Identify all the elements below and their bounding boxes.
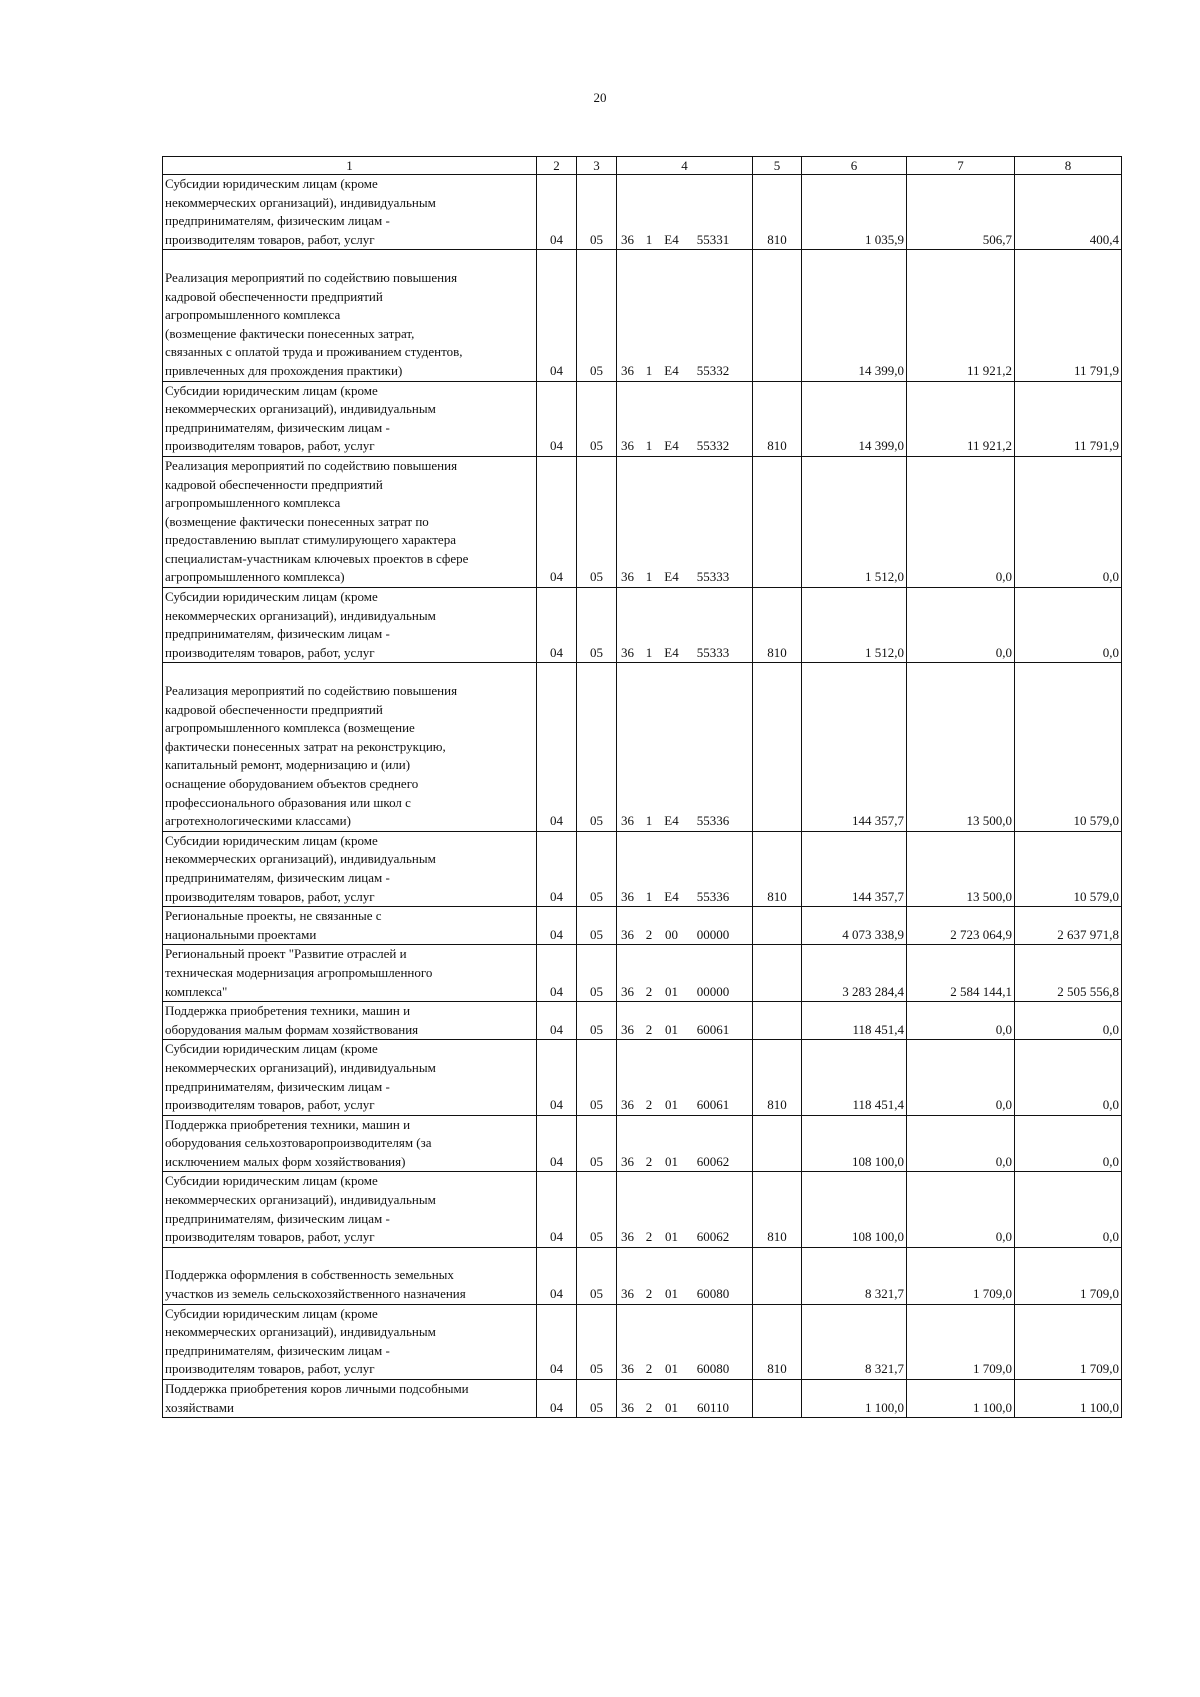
row-expense-type: 810 [753, 588, 802, 663]
csr-project: 01 [665, 1229, 678, 1245]
row-name-text: Реализация мероприятий по содействию повышения кадровой обеспеченности предприятий агропромышленного комплекса (возмещение фактически понесенных затрат на реконструкцию, капитальный ремонт, модернизацию и (или) оснащение оборудованием объектов среднего профессионального образования или школ с агротехнологическими классами) [165, 683, 458, 829]
row-amount-2: 2 723 064,9 [907, 907, 1015, 945]
row-amount-3: 1 100,0 [1015, 1380, 1122, 1418]
csr-program: 36 [621, 231, 634, 247]
csr-program: 36 [621, 888, 634, 904]
csr-program: 36 [621, 438, 634, 454]
row-name [163, 175, 537, 250]
row-expense-type [753, 663, 802, 831]
row-target-article [617, 250, 753, 381]
row-subsection: 05 [577, 1040, 617, 1115]
row-name-text: Субсидии юридическим лицам (кроме некоммерческих организаций), индивидуальным предпринимателям, физическим лицам - производителям товаров, работ, услуг [165, 1041, 436, 1113]
row-amount-1: 108 100,0 [802, 1115, 907, 1172]
row-target-article [617, 1247, 753, 1304]
csr-subprogram: 2 [645, 1399, 653, 1415]
table-row [163, 1002, 1122, 1040]
row-target-article [617, 1304, 753, 1379]
row-section: 04 [537, 1172, 577, 1247]
row-name [163, 1247, 537, 1304]
row-section: 04 [537, 175, 577, 250]
row-amount-2: 0,0 [907, 1172, 1015, 1247]
row-amount-3: 2 637 971,8 [1015, 907, 1122, 945]
row-name-text: Реализация мероприятий по содействию повышения кадровой обеспеченности предприятий агропромышленного комплекса (возмещение фактически понесенных затрат, связанных с оплатой труда и проживанием студентов, привлеченных для прохождения практики) [165, 269, 463, 378]
row-section: 04 [537, 831, 577, 906]
row-expense-type [753, 250, 802, 381]
row-subsection: 05 [577, 1115, 617, 1172]
row-subsection: 05 [577, 663, 617, 831]
row-name [163, 831, 537, 906]
row-name-text: Субсидии юридическим лицам (кроме некоммерческих организаций), индивидуальным предпринимателям, физическим лицам - производителям товаров, работ, услуг [165, 832, 436, 904]
row-name [163, 945, 537, 1002]
csr-subprogram: 1 [645, 888, 653, 904]
page-number: 20 [593, 90, 607, 105]
csr-direction: 55333 [696, 569, 730, 585]
csr-program: 36 [621, 926, 634, 942]
table-row [163, 907, 1122, 945]
row-amount-3: 11 791,9 [1015, 381, 1122, 456]
column-header-5: 5 [753, 157, 802, 175]
csr-direction: 55331 [696, 231, 730, 247]
csr-project: 01 [665, 1399, 678, 1415]
row-target-article [617, 1040, 753, 1115]
csr-direction: 55336 [696, 888, 730, 904]
row-expense-type: 810 [753, 831, 802, 906]
row-subsection: 05 [577, 175, 617, 250]
row-name [163, 1115, 537, 1172]
csr-direction: 60062 [696, 1229, 730, 1245]
row-expense-type: 810 [753, 1304, 802, 1379]
csr-project: Е4 [664, 813, 679, 829]
row-amount-1: 1 512,0 [802, 588, 907, 663]
row-name-text: Региональные проекты, не связанные с национальными проектами [165, 908, 382, 942]
csr-subprogram: 1 [645, 231, 653, 247]
row-expense-type [753, 456, 802, 587]
row-target-article [617, 456, 753, 587]
csr-program: 36 [621, 1097, 634, 1113]
row-amount-3: 0,0 [1015, 1040, 1122, 1115]
table-row [163, 831, 1122, 906]
row-amount-2: 0,0 [907, 456, 1015, 587]
table-row [163, 175, 1122, 250]
row-amount-1: 144 357,7 [802, 831, 907, 906]
row-amount-2: 0,0 [907, 588, 1015, 663]
row-amount-1: 14 399,0 [802, 250, 907, 381]
row-amount-3: 0,0 [1015, 1002, 1122, 1040]
row-section: 04 [537, 456, 577, 587]
csr-direction: 55332 [696, 362, 730, 378]
table-row [163, 381, 1122, 456]
row-amount-2: 1 709,0 [907, 1247, 1015, 1304]
row-amount-2: 11 921,2 [907, 250, 1015, 381]
row-amount-2: 13 500,0 [907, 831, 1015, 906]
row-name-text: Субсидии юридическим лицам (кроме некоммерческих организаций), индивидуальным предпринимателям, физическим лицам - производителям товаров, работ, услуг [165, 176, 436, 247]
row-name-text: Субсидии юридическим лицам (кроме некоммерческих организаций), индивидуальным предпринимателям, физическим лицам - производителям товаров, работ, услуг [165, 382, 436, 454]
csr-direction: 60080 [696, 1361, 730, 1377]
csr-subprogram: 1 [645, 644, 653, 660]
row-amount-2: 0,0 [907, 1040, 1015, 1115]
column-header-2: 2 [537, 157, 577, 175]
row-amount-1: 1 035,9 [802, 175, 907, 250]
csr-project: 01 [665, 1286, 678, 1302]
column-header-3: 3 [577, 157, 617, 175]
row-amount-3: 11 791,9 [1015, 250, 1122, 381]
row-section: 04 [537, 1115, 577, 1172]
csr-subprogram: 2 [645, 1153, 653, 1169]
row-subsection: 05 [577, 588, 617, 663]
row-expense-type [753, 945, 802, 1002]
csr-direction: 60061 [696, 1097, 730, 1113]
csr-subprogram: 2 [645, 1361, 653, 1377]
column-number-row [163, 157, 1122, 175]
budget-table [162, 156, 1122, 1418]
csr-direction: 00000 [696, 926, 730, 942]
row-amount-3: 400,4 [1015, 175, 1122, 250]
csr-program: 36 [621, 1361, 634, 1377]
row-name-text: Субсидии юридическим лицам (кроме некоммерческих организаций), индивидуальным предпринимателям, физическим лицам - производителям товаров, работ, услуг [165, 1305, 436, 1377]
row-section: 04 [537, 1247, 577, 1304]
row-amount-2: 13 500,0 [907, 663, 1015, 831]
row-target-article [617, 381, 753, 456]
row-amount-3: 0,0 [1015, 456, 1122, 587]
row-section: 04 [537, 381, 577, 456]
row-name [163, 456, 537, 587]
row-amount-2: 2 584 144,1 [907, 945, 1015, 1002]
csr-project: Е4 [664, 569, 679, 585]
column-header-6: 6 [802, 157, 907, 175]
column-header-8: 8 [1015, 157, 1122, 175]
row-amount-1: 118 451,4 [802, 1040, 907, 1115]
row-expense-type: 810 [753, 1172, 802, 1247]
row-name-text: Поддержка приобретения коров личными подсобными хозяйствами [165, 1381, 469, 1415]
row-target-article [617, 945, 753, 1002]
column-header-4: 4 [617, 157, 753, 175]
csr-program: 36 [621, 1021, 634, 1037]
table-row [163, 588, 1122, 663]
row-section: 04 [537, 663, 577, 831]
row-expense-type: 810 [753, 381, 802, 456]
row-name-text: Поддержка приобретения техники, машин и оборудования сельхозтоваропроизводителям (за исключением малых форм хозяйствования) [165, 1116, 432, 1169]
csr-subprogram: 2 [645, 1097, 653, 1113]
row-amount-2: 1 709,0 [907, 1304, 1015, 1379]
row-section: 04 [537, 1380, 577, 1418]
row-target-article [617, 588, 753, 663]
csr-direction: 55333 [696, 644, 730, 660]
table-row [163, 1304, 1122, 1379]
csr-subprogram: 1 [645, 362, 653, 378]
row-target-article [617, 175, 753, 250]
row-amount-1: 144 357,7 [802, 663, 907, 831]
row-name [163, 1380, 537, 1418]
csr-subprogram: 1 [645, 569, 653, 585]
row-section: 04 [537, 250, 577, 381]
csr-direction: 60080 [696, 1286, 730, 1302]
row-name-text: Поддержка приобретения техники, машин и оборудования малым формам хозяйствования [165, 1003, 419, 1037]
csr-subprogram: 2 [645, 1229, 653, 1245]
row-section: 04 [537, 1304, 577, 1379]
csr-direction: 00000 [696, 983, 730, 999]
row-amount-3: 1 709,0 [1015, 1247, 1122, 1304]
row-name-text: Субсидии юридическим лицам (кроме некоммерческих организаций), индивидуальным предпринимателям, физическим лицам - производителям товаров, работ, услуг [165, 589, 436, 660]
row-amount-1: 14 399,0 [802, 381, 907, 456]
csr-project: Е4 [664, 644, 679, 660]
row-amount-3: 10 579,0 [1015, 831, 1122, 906]
row-name-text: Субсидии юридическим лицам (кроме некоммерческих организаций), индивидуальным предпринимателям, физическим лицам - производителям товаров, работ, услуг [165, 1173, 436, 1245]
csr-direction: 60062 [696, 1153, 730, 1169]
row-name [163, 663, 537, 831]
row-subsection: 05 [577, 381, 617, 456]
row-section: 04 [537, 907, 577, 945]
row-name [163, 381, 537, 456]
row-name [163, 1304, 537, 1379]
row-amount-3: 10 579,0 [1015, 663, 1122, 831]
row-amount-2: 11 921,2 [907, 381, 1015, 456]
csr-direction: 60061 [696, 1021, 730, 1037]
csr-program: 36 [621, 1229, 634, 1245]
row-subsection: 05 [577, 1172, 617, 1247]
table-row [163, 663, 1122, 831]
csr-program: 36 [621, 1286, 634, 1302]
csr-program: 36 [621, 1153, 634, 1169]
row-name-text: Поддержка оформления в собственность земельных участков из земель сельскохозяйственного назначения [165, 1267, 466, 1302]
csr-subprogram: 2 [645, 926, 653, 942]
row-amount-1: 1 512,0 [802, 456, 907, 587]
row-name [163, 1040, 537, 1115]
row-section: 04 [537, 588, 577, 663]
row-subsection: 05 [577, 1002, 617, 1040]
csr-subprogram: 2 [645, 983, 653, 999]
row-name-text: Реализация мероприятий по содействию повышения кадровой обеспеченности предприятий агропромышленного комплекса (возмещение фактически понесенных затрат по предоставлению выплат стимулирующего характера специалистам-участникам ключевых проектов в сфере агропромышленного комплекса) [165, 457, 469, 585]
row-expense-type: 810 [753, 175, 802, 250]
row-target-article [617, 663, 753, 831]
row-name [163, 1172, 537, 1247]
row-amount-3: 0,0 [1015, 1115, 1122, 1172]
row-name-text: Региональный проект "Развитие отраслей и техническая модернизация агропромышленного комплекса" [165, 946, 433, 999]
row-amount-2: 1 100,0 [907, 1380, 1015, 1418]
row-amount-1: 108 100,0 [802, 1172, 907, 1247]
row-section: 04 [537, 1002, 577, 1040]
row-expense-type [753, 1002, 802, 1040]
row-subsection: 05 [577, 907, 617, 945]
table-row [163, 945, 1122, 1002]
row-amount-2: 506,7 [907, 175, 1015, 250]
row-subsection: 05 [577, 1247, 617, 1304]
row-target-article [617, 907, 753, 945]
csr-project: Е4 [664, 231, 679, 247]
row-target-article [617, 1380, 753, 1418]
csr-project: 01 [665, 1097, 678, 1113]
csr-project: 00 [665, 926, 678, 942]
csr-program: 36 [621, 813, 634, 829]
row-amount-3: 0,0 [1015, 1172, 1122, 1247]
csr-direction: 60110 [696, 1399, 730, 1415]
row-target-article [617, 1172, 753, 1247]
column-header-1: 1 [163, 157, 537, 175]
row-name [163, 907, 537, 945]
row-amount-1: 4 073 338,9 [802, 907, 907, 945]
row-amount-1: 1 100,0 [802, 1380, 907, 1418]
row-subsection: 05 [577, 831, 617, 906]
table-row [163, 1380, 1122, 1418]
row-subsection: 05 [577, 1380, 617, 1418]
row-subsection: 05 [577, 1304, 617, 1379]
csr-subprogram: 1 [645, 438, 653, 454]
csr-project: 01 [665, 1153, 678, 1169]
row-amount-2: 0,0 [907, 1115, 1015, 1172]
csr-subprogram: 2 [645, 1286, 653, 1302]
row-subsection: 05 [577, 945, 617, 1002]
row-name [163, 250, 537, 381]
row-amount-1: 3 283 284,4 [802, 945, 907, 1002]
row-amount-1: 8 321,7 [802, 1304, 907, 1379]
csr-program: 36 [621, 644, 634, 660]
csr-program: 36 [621, 362, 634, 378]
table-row [163, 456, 1122, 587]
row-target-article [617, 1115, 753, 1172]
row-expense-type: 810 [753, 1040, 802, 1115]
row-amount-2: 0,0 [907, 1002, 1015, 1040]
row-amount-3: 2 505 556,8 [1015, 945, 1122, 1002]
row-name [163, 1002, 537, 1040]
row-amount-1: 8 321,7 [802, 1247, 907, 1304]
row-section: 04 [537, 1040, 577, 1115]
row-subsection: 05 [577, 456, 617, 587]
row-amount-3: 1 709,0 [1015, 1304, 1122, 1379]
row-target-article [617, 831, 753, 906]
table-body [163, 175, 1122, 1418]
csr-program: 36 [621, 1399, 634, 1415]
row-expense-type [753, 1380, 802, 1418]
csr-project: Е4 [664, 888, 679, 904]
csr-direction: 55336 [696, 813, 730, 829]
csr-subprogram: 1 [645, 813, 653, 829]
table-row [163, 1115, 1122, 1172]
table-row [163, 1247, 1122, 1304]
row-section: 04 [537, 945, 577, 1002]
csr-project: 01 [665, 983, 678, 999]
row-amount-3: 0,0 [1015, 588, 1122, 663]
csr-project: 01 [665, 1361, 678, 1377]
table-row [163, 250, 1122, 381]
csr-project: Е4 [664, 362, 679, 378]
row-expense-type [753, 1115, 802, 1172]
row-amount-1: 118 451,4 [802, 1002, 907, 1040]
csr-subprogram: 2 [645, 1021, 653, 1037]
csr-program: 36 [621, 983, 634, 999]
csr-project: Е4 [664, 438, 679, 454]
column-header-7: 7 [907, 157, 1015, 175]
csr-direction: 55332 [696, 438, 730, 454]
row-target-article [617, 1002, 753, 1040]
row-name [163, 588, 537, 663]
row-subsection: 05 [577, 250, 617, 381]
row-expense-type [753, 907, 802, 945]
table-row [163, 1172, 1122, 1247]
row-expense-type [753, 1247, 802, 1304]
table-row [163, 1040, 1122, 1115]
csr-project: 01 [665, 1021, 678, 1037]
csr-program: 36 [621, 569, 634, 585]
